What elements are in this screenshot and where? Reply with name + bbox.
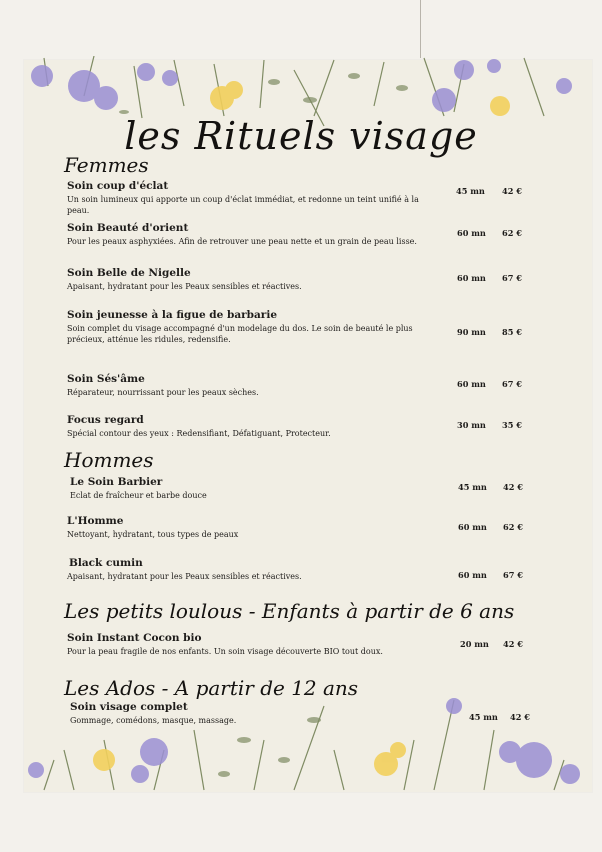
- item-duration: 60 mn: [457, 273, 486, 283]
- item-description: Pour les peaux asphyxiées. Afin de retrouver une peau nette et un grain de peau lisse.: [67, 237, 417, 246]
- item-duration: 60 mn: [458, 522, 487, 532]
- item-name: Soin Sés'âme: [67, 373, 145, 385]
- item-price: 62 €: [502, 228, 522, 238]
- item-name: Focus regard: [67, 414, 144, 426]
- item-price: 67 €: [503, 570, 523, 580]
- item-description: Gommage, comédons, masque, massage.: [70, 716, 237, 725]
- item-name: Le Soin Barbier: [70, 476, 163, 488]
- item-price: 62 €: [503, 522, 523, 532]
- item-name: Soin visage complet: [70, 701, 188, 713]
- item-name: Soin Beauté d'orient: [67, 222, 189, 234]
- item-price: 42 €: [503, 639, 523, 649]
- section-title-hommes: Hommes: [64, 448, 154, 472]
- item-name: Soin Instant Cocon bio: [67, 632, 202, 644]
- section-title-enfants: Les petits loulous - Enfants à partir de 6 ans: [64, 599, 515, 623]
- item-duration: 20 mn: [460, 639, 489, 649]
- item-name: L'Homme: [67, 515, 124, 527]
- item-description: Nettoyant, hydratant, tous types de peaux: [67, 530, 239, 539]
- item-description: Un soin lumineux qui apporte un coup d'éclat immédiat, et redonne un teint unifié à la peau.: [67, 195, 419, 215]
- item-duration: 60 mn: [457, 379, 486, 389]
- item-name: Black cumin: [69, 557, 143, 569]
- item-description: Apaisant, hydratant pour les Peaux sensibles et réactives.: [67, 572, 302, 581]
- section-title-femmes: Femmes: [64, 153, 149, 177]
- item-duration: 45 mn: [469, 712, 498, 722]
- item-price: 35 €: [502, 420, 522, 430]
- item-description: Pour la peau fragile de nos enfants. Un soin visage découverte BIO tout doux.: [67, 647, 383, 656]
- item-price: 42 €: [502, 186, 522, 196]
- page-title: les Rituels visage: [124, 114, 478, 158]
- item-duration: 60 mn: [457, 228, 486, 238]
- section-title-ados: Les Ados - A partir de 12 ans: [64, 676, 359, 700]
- item-duration: 45 mn: [458, 482, 487, 492]
- item-name: Soin jeunesse à la figue de barbarie: [67, 309, 278, 321]
- item-description: Soin complet du visage accompagné d'un modelage du dos. Le soin de beauté le plus précieux, atténue les ridules, redensifie.: [67, 324, 413, 344]
- item-duration: 30 mn: [457, 420, 486, 430]
- item-description: Eclat de fraîcheur et barbe douce: [70, 491, 207, 500]
- item-price: 42 €: [510, 712, 530, 722]
- item-duration: 45 mn: [456, 186, 485, 196]
- item-price: 67 €: [502, 379, 522, 389]
- item-name: Soin coup d'éclat: [67, 180, 169, 192]
- item-name: Soin Belle de Nigelle: [67, 267, 191, 279]
- item-description: Réparateur, nourrissant pour les peaux sèches.: [67, 388, 259, 397]
- item-description: Apaisant, hydratant pour les Peaux sensibles et réactives.: [67, 282, 302, 291]
- item-price: 67 €: [502, 273, 522, 283]
- item-description: Spécial contour des yeux : Redensifiant, Défatiguant, Protecteur.: [67, 429, 331, 438]
- hanging-string: [420, 0, 421, 58]
- item-duration: 60 mn: [458, 570, 487, 580]
- item-duration: 90 mn: [457, 327, 486, 337]
- item-price: 42 €: [503, 482, 523, 492]
- item-price: 85 €: [502, 327, 522, 337]
